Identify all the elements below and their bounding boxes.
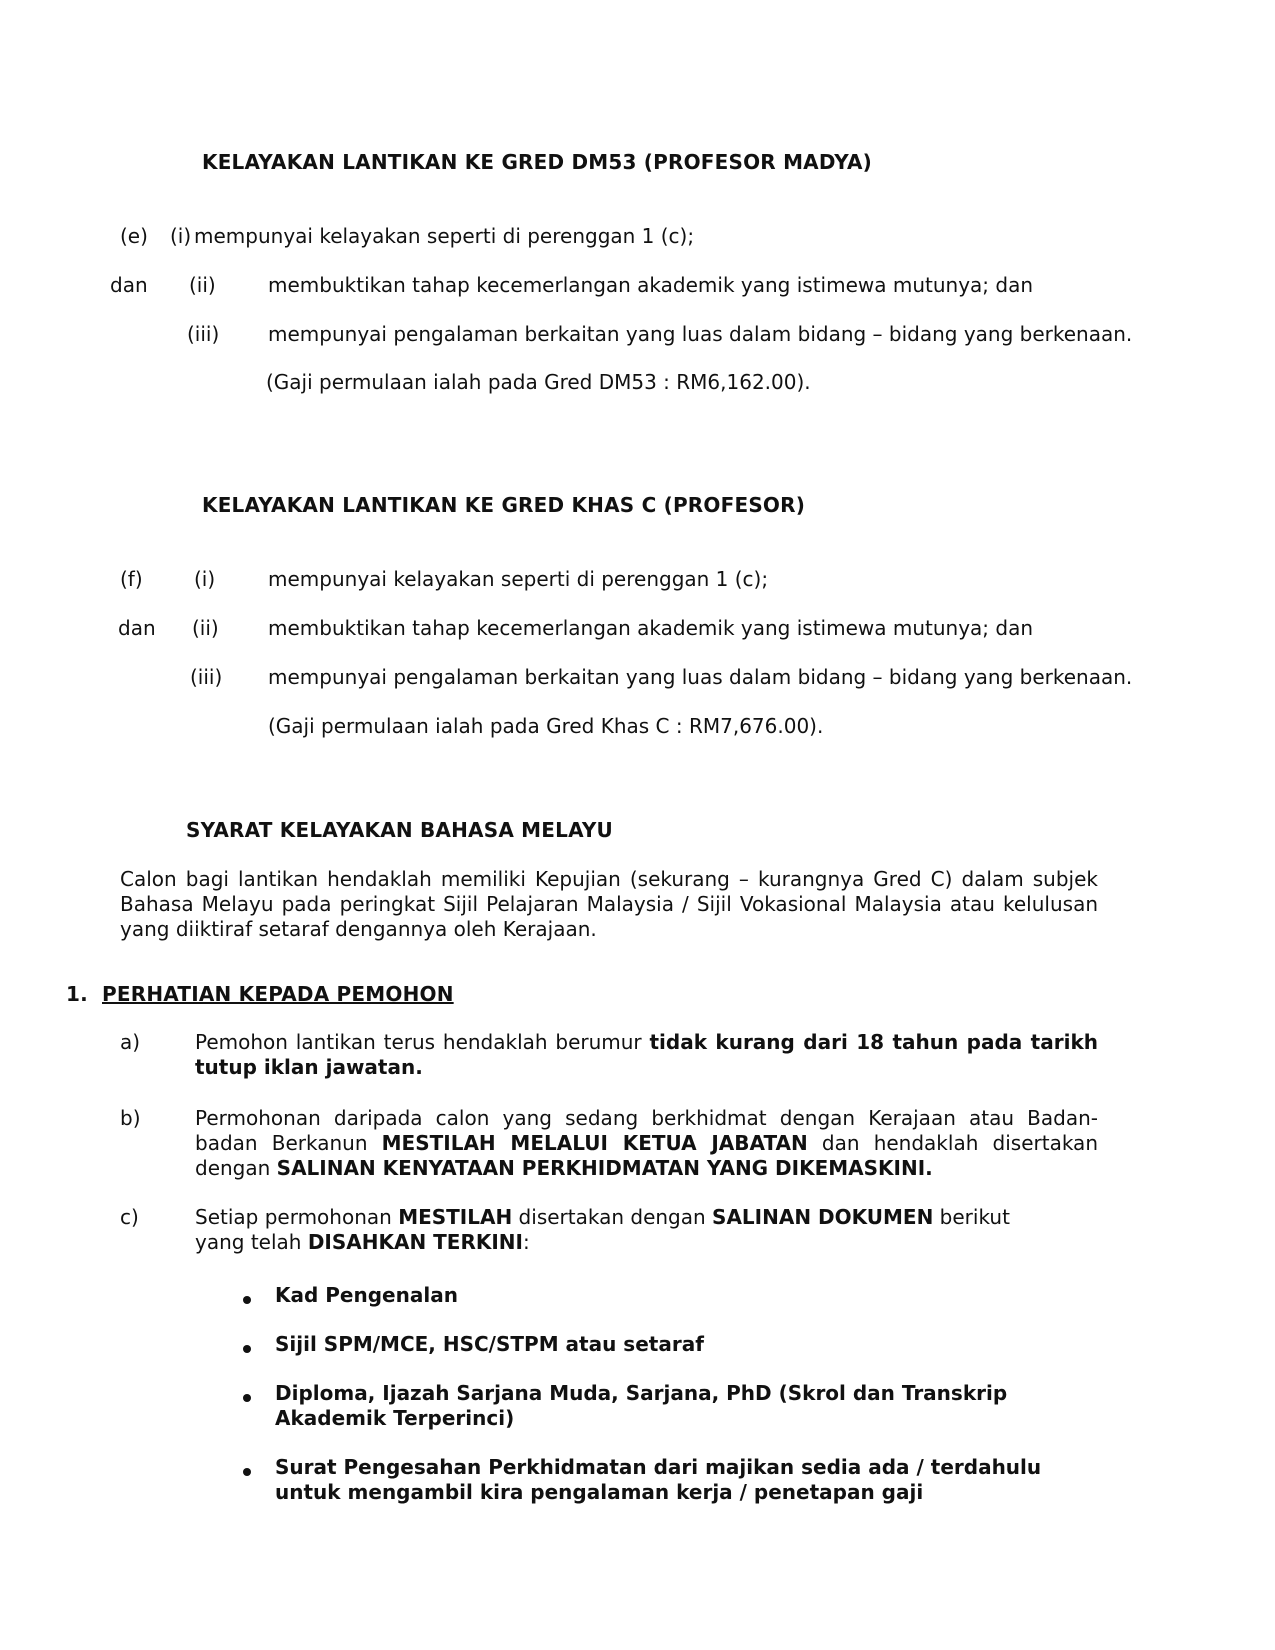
- item-label-b: b): [120, 1106, 141, 1130]
- item-text: mempunyai pengalaman berkaitan yang luas dalam bidang – bidang yang berkenaan.: [268, 322, 1133, 346]
- item-a-text: Pemohon lantikan terus hendaklah berumur tidak kurang dari 18 tahun pada tarikh tutup iklan jawatan.: [195, 1030, 1098, 1079]
- salary-note: (Gaji permulaan ialah pada Gred DM53 : RM6,162.00).: [266, 370, 811, 394]
- heading-perhatian: PERHATIAN KEPADA PEMOHON: [102, 982, 454, 1006]
- bullet-icon: [243, 1468, 251, 1476]
- heading-khas-c: KELAYAKAN LANTIKAN KE GRED KHAS C (PROFESOR): [202, 493, 806, 517]
- item-c-text: Setiap permohonan MESTILAH disertakan dengan SALINAN DOKUMEN berikut yang telah DISAHKAN TERKINI:: [195, 1205, 1010, 1254]
- item-text: mempunyai kelayakan seperti di perenggan 1 (c);: [194, 224, 695, 248]
- item-b-text: Permohonan daripada calon yang sedang berkhidmat dengan Kerajaan atau Badan-badan Berkanun MESTILAH MELALUI KETUA JABATAN dan hendaklah disertakan dengan SALINAN KENYATAAN PERKHIDMATAN YANG DIKEMASKINI.: [195, 1106, 1098, 1180]
- section-number: 1.: [66, 982, 88, 1006]
- joiner-dan: dan: [118, 616, 156, 640]
- document-item: Diploma, Ijazah Sarjana Muda, Sarjana, PhD (Skrol dan Transkrip Akademik Terperinci): [275, 1381, 1008, 1430]
- item-label-a: a): [120, 1030, 141, 1054]
- item-text: mempunyai pengalaman berkaitan yang luas dalam bidang – bidang yang berkenaan.: [268, 665, 1133, 689]
- item-text: membuktikan tahap kecemerlangan akademik yang istimewa mutunya; dan: [268, 273, 1034, 297]
- heading-dm53: KELAYAKAN LANTIKAN KE GRED DM53 (PROFESOR MADYA): [202, 150, 872, 174]
- bullet-icon: [243, 1394, 251, 1402]
- document-item: Surat Pengesahan Perkhidmatan dari majikan sedia ada / terdahulu untuk mengambil kira pengalaman kerja / penetapan gaji: [275, 1455, 1042, 1504]
- item-label-c: c): [120, 1205, 139, 1229]
- heading-bahasa-melayu: SYARAT KELAYAKAN BAHASA MELAYU: [186, 818, 613, 842]
- item-letter-e: (e): [120, 224, 148, 248]
- item-text: membuktikan tahap kecemerlangan akademik yang istimewa mutunya; dan: [268, 616, 1034, 640]
- bahasa-paragraph: Calon bagi lantikan hendaklah memiliki Kepujian (sekurang – kurangnya Gred C) dalam subjek Bahasa Melayu pada peringkat Sijil Pelajaran Malaysia / Sijil Vokasional Malaysia atau kelulusan yang diiktiraf setaraf dengannya oleh Kerajaan.: [120, 867, 1098, 941]
- item-text: mempunyai kelayakan seperti di perenggan 1 (c);: [268, 567, 769, 591]
- item-num: (i): [170, 224, 192, 248]
- item-num: (ii): [192, 616, 219, 640]
- item-num: (iii): [190, 665, 223, 689]
- item-num: (iii): [187, 322, 220, 346]
- item-num: (i): [194, 567, 216, 591]
- bullet-icon: [243, 1296, 251, 1304]
- document-item: Kad Pengenalan: [275, 1283, 458, 1307]
- item-num: (ii): [189, 273, 216, 297]
- salary-note: (Gaji permulaan ialah pada Gred Khas C : RM7,676.00).: [268, 714, 824, 738]
- joiner-dan: dan: [110, 273, 148, 297]
- item-letter-f: (f): [120, 567, 143, 591]
- document-item: Sijil SPM/MCE, HSC/STPM atau setaraf: [275, 1332, 704, 1356]
- bullet-icon: [243, 1345, 251, 1353]
